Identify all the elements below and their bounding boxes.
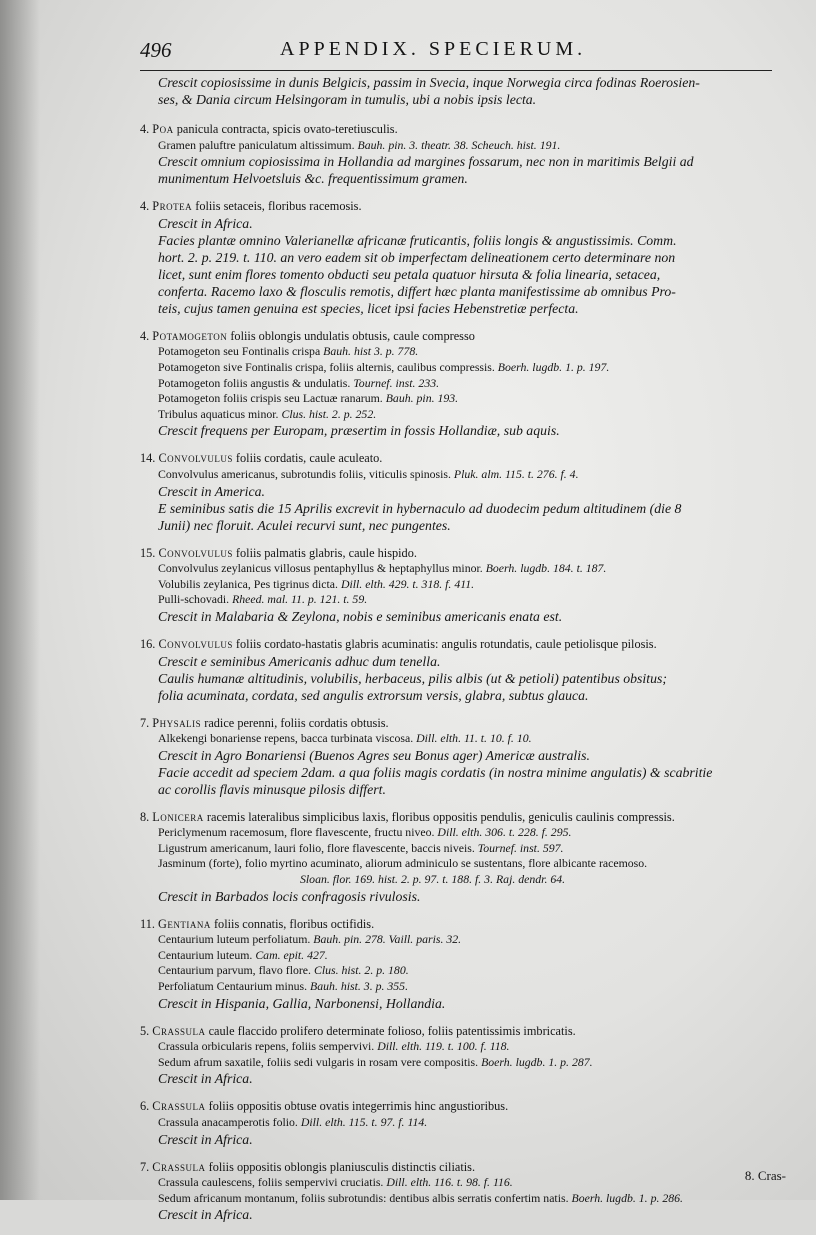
synonym-line <box>158 1055 780 1071</box>
species-entries <box>140 122 780 1223</box>
habitat-line: Crescit in America. <box>158 483 265 499</box>
species-entry <box>140 637 780 704</box>
entry-heading <box>140 451 780 467</box>
genus-name: Gentiana <box>158 916 211 931</box>
synonym-line <box>158 376 780 392</box>
note-line: Facies plantæ omnino Valerianellæ africanæ fruticantis, foliis longis & angustissimis. Comm. <box>158 232 677 248</box>
note-line: folia acuminata, cordata, sed angulis extrorsum versis, glabra, subtus glauca. <box>158 687 589 703</box>
synonym-reference: Bauh. hist. 3. p. 355. <box>310 979 409 994</box>
habitat-line: Crescit e seminibus Americanis adhuc dum tenella. <box>158 653 441 669</box>
synonym-text: Centaurium luteum. <box>158 947 253 962</box>
synonym-reference: Tournef. inst. 233. <box>353 375 440 390</box>
header-rule <box>140 70 772 71</box>
synonym-reference: Bauh. pin. 193. <box>385 391 459 406</box>
synonym-text: Convolvulus americanus, subrotundis foliis, viticulis spinosis. <box>158 466 451 481</box>
synonym-reference: Boerh. lugdb. 1. p. 197. <box>497 359 610 374</box>
synonym-text: Tribulus aquaticus minor. <box>158 406 279 421</box>
synonym-line <box>158 963 780 979</box>
diagnosis: foliis connatis, floribus octifidis. <box>213 916 375 931</box>
species-entry <box>140 810 780 905</box>
synonym-text: Ligustrum americanum, lauri folio, flore flavescente, baccis niveis. <box>158 840 475 855</box>
entry-heading <box>140 122 780 138</box>
synonym-reference: Cam. epit. 427. <box>255 947 328 962</box>
habitat-line: Crescit in Africa. <box>158 1207 253 1223</box>
entry-number: 6. <box>140 1099 153 1114</box>
habitat-line: Crescit in Africa. <box>158 1071 253 1087</box>
synonym-reference: Boerh. lugdb. 184. t. 187. <box>485 561 607 576</box>
synonym-line <box>158 391 780 407</box>
note-line: licet, sunt enim flores tomento obducti seu petala quatuor hirsuta & folia linearia, setacea, <box>158 266 661 282</box>
synonym-text: Gramen paluftre paniculatum altissimum. <box>158 137 355 152</box>
synonym-text: Sedum afrum saxatile, foliis sedi vulgaris in rosam vere compositis. <box>158 1054 479 1069</box>
synonym-reference: Boerh. lugdb. 1. p. 287. <box>481 1054 593 1069</box>
entry-number: 4. <box>140 328 153 343</box>
entry-heading <box>140 716 780 732</box>
diagnosis: foliis cordato-hastatis glabris acuminatis: angulis rotundatis, caule petiolisque pilosis. <box>235 636 657 651</box>
habitat-line: Crescit omnium copiosissima in Hollandia ad margines fossarum, nec non in maritimis Belgii ad <box>158 154 694 170</box>
synonym-reference: Boerh. lugdb. 1. p. 286. <box>571 1190 684 1205</box>
synonym-text: Crassula anacamperotis folio. <box>158 1115 298 1129</box>
synonym-text: Alkekengi bonariense repens, bacca turbinata viscosa. <box>158 731 414 746</box>
synonym-line <box>158 932 780 948</box>
habitat-line: Crescit in Africa. <box>158 1131 253 1147</box>
genus-name: Lonicera <box>152 809 204 824</box>
synonym-reference: Clus. hist. 2. p. 252. <box>281 406 377 421</box>
synonym-line <box>158 825 780 841</box>
note-line: E seminibus satis die 15 Aprilis excrevit in hybernaculo ad duodecim pedum altitudinem (die 8 <box>158 500 682 516</box>
species-entry <box>140 329 780 440</box>
synonym-line <box>158 407 780 423</box>
genus-name: Physalis <box>152 715 202 730</box>
genus-name: Protea <box>152 199 193 214</box>
synonym-line <box>158 841 780 857</box>
synonym-reference: Sloan. flor. 169. hist. 2. p. 97. t. 188. f. 3. Raj. dendr. 64. <box>300 872 566 887</box>
note-line: Caulis humanæ altitudinis, volubilis, herbaceus, pilis albis (ut & petioli) patentibus obsitus; <box>158 670 667 686</box>
species-entry <box>140 716 780 798</box>
diagnosis: foliis oppositis obtuse ovatis integerrimis hinc angustioribus. <box>208 1099 509 1114</box>
synonym-text: Volubilis zeylanica, Pes tigrinus dicta. <box>158 576 338 591</box>
habitat-line: munimentum Helvoetsluis &c. frequentissimum gramen. <box>158 171 468 187</box>
synonym-reference: Dill. elth. 119. t. 100. f. 118. <box>377 1039 510 1054</box>
synonym-line <box>158 561 780 577</box>
entry-number: 16. <box>140 636 159 651</box>
note-line: Junii) nec floruit. Aculei recurvi sunt, nec pungentes. <box>158 517 451 533</box>
synonym-text: Crassula orbicularis repens, foliis sempervivi. <box>158 1039 375 1054</box>
synonym-text: Convolvulus zeylanicus villosus pentaphyllus & heptaphyllus minor. <box>158 561 483 576</box>
genus-name: Crassula <box>152 1159 206 1174</box>
synonym-reference: Pluk. alm. 115. t. 276. f. 4. <box>453 466 579 481</box>
synonym-reference: Clus. hist. 2. p. 180. <box>313 963 409 978</box>
entry-number: 15. <box>140 545 159 560</box>
synonym-line <box>158 138 780 154</box>
page-header <box>140 38 780 68</box>
species-entry <box>140 122 780 187</box>
synonym-text: Periclymenum racemosum, flore flavescente, fructu niveo. <box>158 825 435 840</box>
habitat-line: Crescit in Barbados locis confragosis rivulosis. <box>158 888 421 904</box>
entry-heading <box>140 1024 780 1040</box>
synonym-text: Potamogeton foliis angustis & undulatis. <box>158 375 351 390</box>
entry-number: 7. <box>140 1159 153 1174</box>
entry-heading <box>140 546 780 562</box>
diagnosis: racemis lateralibus simplicibus laxis, floribus oppositis pendulis, geniculis caulinis compressis. <box>206 809 675 824</box>
entry-heading <box>140 1099 780 1115</box>
genus-name: Convolvulus <box>158 636 233 651</box>
synonym-line <box>158 948 780 964</box>
species-entry <box>140 199 780 317</box>
genus-name: Crassula <box>152 1023 206 1038</box>
synonym-reference: Tournef. inst. 597. <box>477 840 564 855</box>
note-line: hort. 2. p. 219. t. 110. an vero eadem sit ob imperfectam delineationem certo determinare non <box>158 249 676 265</box>
diagnosis: foliis palmatis glabris, caule hispido. <box>235 545 417 560</box>
habitat-line: Crescit in Africa. <box>158 215 253 231</box>
diagnosis: caule flaccido prolifero determinate folioso, foliis patentissimis imbricatis. <box>208 1023 576 1038</box>
synonym-line <box>158 344 780 360</box>
species-entry <box>140 1024 780 1088</box>
diagnosis: foliis oppositis oblongis planiusculis distinctis ciliatis. <box>208 1159 476 1174</box>
synonym-text: Jasminum (forte), folio myrtino acuminato, aliorum adminiculo se sustentans, flore albicante racemoso. <box>158 856 648 871</box>
entry-number: 4. <box>140 122 153 136</box>
genus-name: Convolvulus <box>158 451 233 466</box>
synonym-reference: Dill. elth. 306. t. 228. f. 295. <box>437 825 572 840</box>
synonym-text: Crassula caulescens, foliis sempervivi cruciatis. <box>158 1175 384 1190</box>
synonym-reference: Dill. elth. 11. t. 10. f. 10. <box>416 731 532 746</box>
synonym-reference: Bauh. hist 3. p. 778. <box>323 344 419 359</box>
genus-name: Convolvulus <box>158 545 233 560</box>
synonym-line <box>158 731 780 747</box>
entry-heading <box>140 1160 780 1176</box>
synonym-line <box>300 872 780 888</box>
habitat-line: Crescit in Agro Bonariensi (Buenos Agres seu Bonus ager) Americæ australis. <box>158 747 590 763</box>
synonym-reference: Dill. elth. 116. t. 98. f. 116. <box>386 1175 513 1190</box>
diagnosis: foliis setaceis, floribus racemosis. <box>195 199 362 214</box>
entry-heading <box>140 637 780 653</box>
habitat-line: Crescit frequens per Europam, præsertim in fossis Hollandiæ, sub aquis. <box>158 423 560 439</box>
synonym-text: Sedum africanum montanum, foliis subrotundis: dentibus albis serratis confertim natis. <box>158 1190 569 1205</box>
species-entry <box>140 451 780 533</box>
note-line: ac corollis flavis minusque pilosis differt. <box>158 781 386 797</box>
synonym-reference: Bauh. pin. 278. Vaill. paris. 32. <box>313 932 462 947</box>
synonym-reference: Rheed. mal. 11. p. 121. t. 59. <box>232 592 368 607</box>
synonym-reference: Bauh. pin. 3. theatr. 38. Scheuch. hist. 191. <box>357 137 561 152</box>
diagnosis: panicula contracta, spicis ovato-teretiusculis. <box>176 122 398 136</box>
fragment-line: ses, & Dania circum Helsingoram in tumulis, ubi a nobis ipsis lecta. <box>158 92 537 107</box>
note-line: Facie accedit ad speciem 2dam. a qua foliis magis cordatis (in nostra minime angulatis) & scabritie <box>158 764 713 780</box>
entry-number: 7. <box>140 715 153 730</box>
synonym-text: Pulli-schovadi. <box>158 592 230 607</box>
note-line: conferta. Racemo laxo & flosculis remotis, differt hæc planta manifestissime ab omnibus Pro- <box>158 283 676 299</box>
habitat-line: Crescit in Hispania, Gallia, Narbonensi, Hollandia. <box>158 995 446 1011</box>
gutter-shadow <box>0 0 40 1200</box>
synonym-text: Perfoliatum Centaurium minus. <box>158 979 308 994</box>
synonym-text: Potamogeton seu Fontinalis crispa <box>158 344 321 359</box>
synonym-text: Centaurium parvum, flavo flore. <box>158 963 311 978</box>
page-number: 496 <box>140 38 172 62</box>
entry-number: 8. <box>140 809 153 824</box>
fragment-line: Crescit copiosissime in dunis Belgicis, passim in Svecia, inque Norwegia circa fodinas Roerosien- <box>158 75 700 90</box>
synonym-line <box>158 467 780 483</box>
diagnosis: foliis cordatis, caule aculeato. <box>235 451 383 466</box>
page-body <box>140 74 780 1235</box>
synonym-line <box>158 592 780 608</box>
synonym-line <box>158 1039 780 1055</box>
species-entry <box>140 1160 780 1224</box>
species-entry <box>140 546 780 625</box>
synonym-reference: Dill. elth. 429. t. 318. f. 411. <box>340 576 475 591</box>
genus-name: Potamogeton <box>152 328 228 343</box>
synonym-line <box>158 360 780 376</box>
synonym-line <box>158 1115 780 1131</box>
synonym-line <box>158 1175 780 1191</box>
species-entry <box>140 917 780 1012</box>
habitat-line: Crescit in Malabaria & Zeylona, nobis e seminibus americanis enata est. <box>158 608 563 624</box>
catchword: 8. Cras- <box>744 1168 786 1183</box>
running-head: APPENDIX. SPECIERUM. <box>280 38 587 60</box>
synonym-line <box>158 856 780 872</box>
entry-number: 14. <box>140 451 159 466</box>
entry-number: 11. <box>140 916 158 931</box>
entry-number: 5. <box>140 1023 153 1038</box>
entry-heading <box>140 810 780 826</box>
species-entry <box>140 1099 780 1147</box>
synonym-text: Potamogeton sive Fontinalis crispa, foliis alternis, caulibus compressis. <box>158 359 495 374</box>
genus-name: Poa <box>152 122 174 136</box>
synonym-line <box>158 1191 780 1207</box>
entry-number: 4. <box>140 199 153 214</box>
diagnosis: radice perenni, foliis cordatis obtusis. <box>204 715 389 730</box>
synonym-line <box>158 577 780 593</box>
synonym-text: Centaurium luteum perfoliatum. <box>158 932 311 947</box>
synonym-reference: Dill. elth. 115. t. 97. f. 114. <box>300 1115 428 1129</box>
note-line: teis, cujus tamen genuina est species, licet ipsi facies Hebenstretiæ perfecta. <box>158 300 579 316</box>
synonym-line <box>158 979 780 995</box>
entry-heading <box>140 329 780 345</box>
synonym-text: Potamogeton foliis crispis seu Lactuæ ranarum. <box>158 391 383 406</box>
entry-heading <box>140 917 780 933</box>
entry-heading <box>140 199 780 215</box>
top-fragment <box>140 74 780 108</box>
diagnosis: foliis oblongis undulatis obtusis, caule compresso <box>230 328 475 343</box>
genus-name: Crassula <box>152 1099 206 1114</box>
